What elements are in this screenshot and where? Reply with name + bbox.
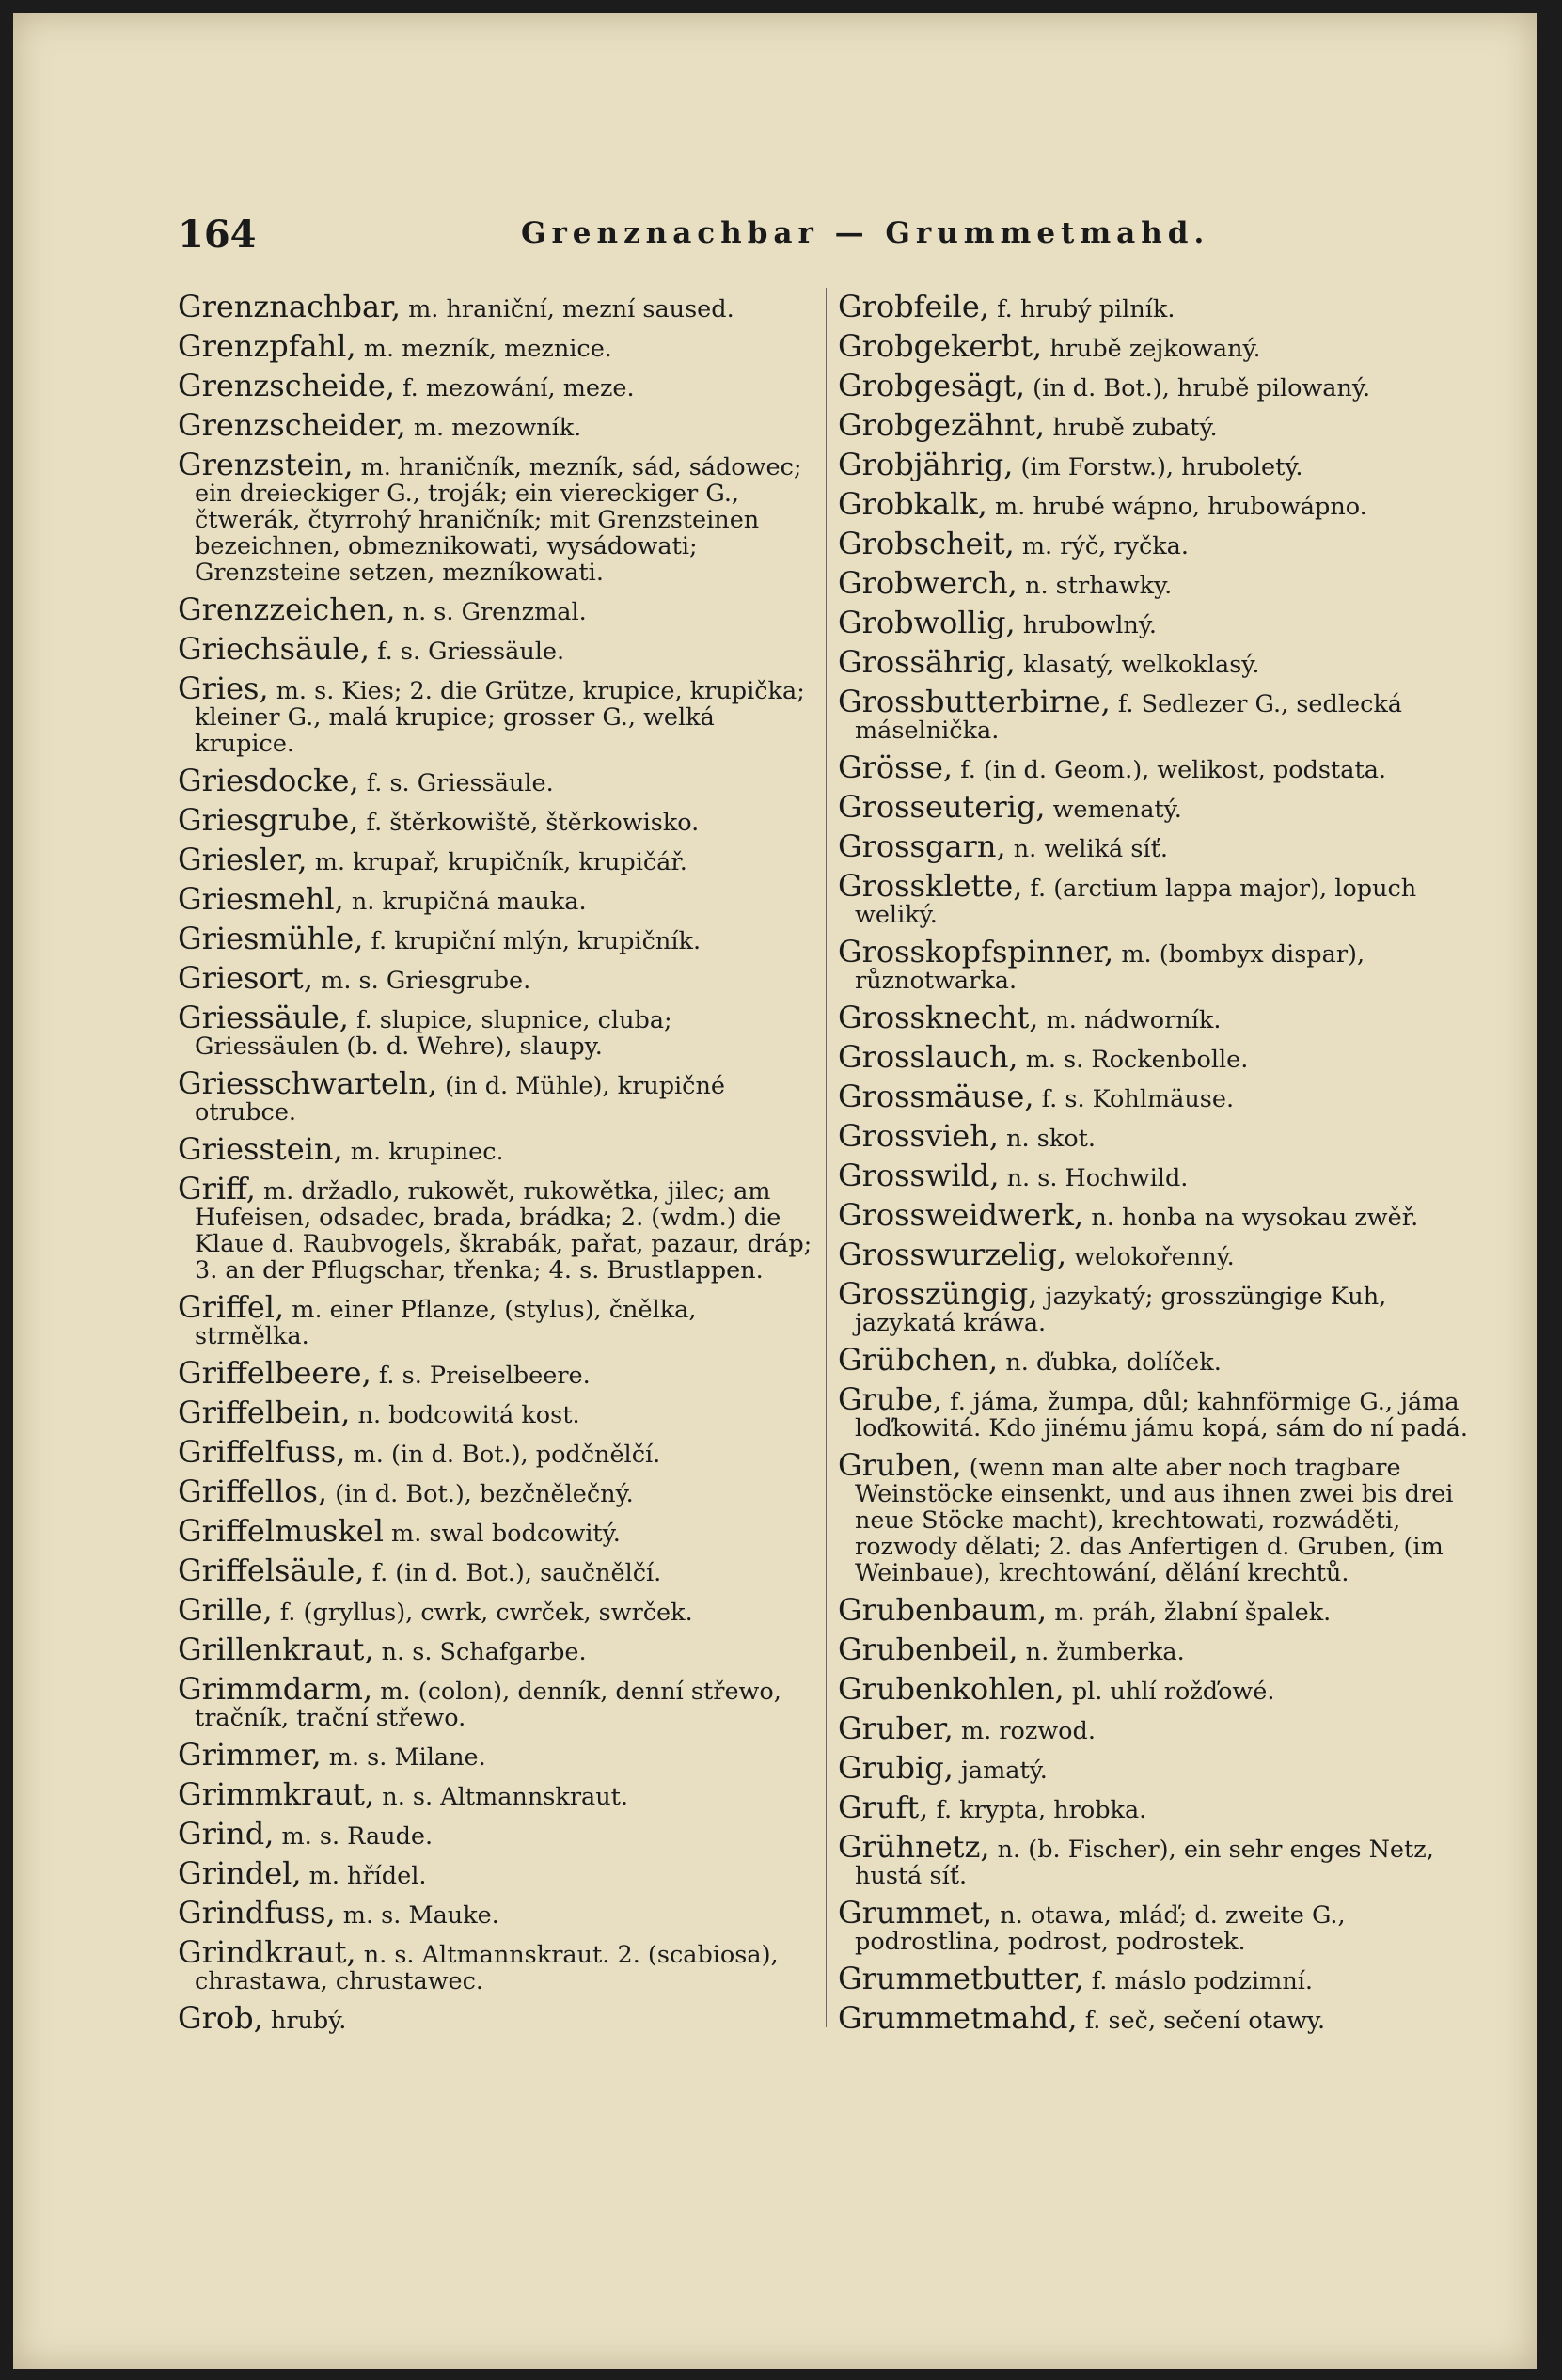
entry-definition: m. nádworník. (1046, 1006, 1222, 1034)
dictionary-entry (178, 2002, 817, 2034)
dictionary-entry (178, 922, 817, 954)
entry-headword: Grenznachbar, (178, 289, 401, 324)
entry-definition: n. s. Schafgarbe. (381, 1638, 587, 1666)
entry-definition: n. ďubka, dolíček. (1005, 1348, 1222, 1377)
dictionary-entry (178, 370, 817, 402)
entry-definition: (in d. Bot.), bezčnělečný. (335, 1480, 634, 1508)
dictionary-entry (838, 1001, 1477, 1033)
entry-definition: (im Forstw.), hruboletý. (1020, 453, 1303, 481)
entry-definition: f. (in d. Geom.), welikost, podstata. (960, 756, 1387, 784)
dictionary-entry (838, 1041, 1477, 1073)
entry-definition: hrubě zejkowaný. (1049, 335, 1261, 363)
dictionary-entry (838, 449, 1477, 481)
entry-definition: (wenn man alte aber noch tragbare Weinstöcke einsenkt, und aus ihnen zwei bis drei neue Stöcke macht), krechtowati, rozwáděti, rozwody dělati; 2. das Anfertigen d. Gruben, (im Weinbaue), krechtowání, dělání krechtů. (855, 1454, 1454, 1587)
dictionary-entry (178, 1173, 817, 1284)
entry-definition: n. bodcowitá kost. (357, 1401, 580, 1429)
dictionary-entry (178, 1357, 817, 1389)
dictionary-entry (178, 804, 817, 836)
dictionary-entry (178, 1594, 817, 1626)
entry-headword: Grosszüngig, (838, 1276, 1038, 1312)
entry-definition: f. jáma, žumpa, důl; kahnförmige G., jáma loďkowitá. Kdo jinému jámu kopá, sám do ní padá. (855, 1388, 1468, 1442)
dictionary-entry (178, 1554, 817, 1586)
entry-headword: Griesler, (178, 842, 308, 877)
entry-definition: m. s. Mauke. (342, 1901, 499, 1930)
dictionary-entry (838, 1752, 1477, 1784)
dictionary-entry (178, 1436, 817, 1468)
dictionary-entry (178, 1818, 817, 1850)
entry-headword: Gries, (178, 670, 269, 706)
dictionary-entry (178, 593, 817, 625)
dictionary-entry (178, 449, 817, 586)
dictionary-entry (178, 883, 817, 915)
entry-headword: Grenzscheider, (178, 407, 406, 443)
entry-headword: Grobgezähnt, (838, 407, 1046, 443)
entry-definition: f. (in d. Bot.), saučnělčí. (371, 1559, 662, 1587)
dictionary-entry (838, 646, 1477, 678)
entry-headword: Griffelmuskel (178, 1513, 384, 1549)
entry-definition: welokořenný. (1074, 1243, 1235, 1271)
entry-headword: Grosslauch, (838, 1039, 1018, 1075)
dictionary-entry (838, 1831, 1477, 1889)
entry-headword: Grillenkraut, (178, 1631, 374, 1667)
dictionary-entry (838, 1791, 1477, 1823)
entry-definition: m. swal bodcowitý. (391, 1520, 621, 1548)
entry-headword: Grobwollig, (838, 605, 1016, 640)
entry-definition: n. weliká síť. (1013, 835, 1168, 863)
entry-headword: Grossvieh, (838, 1118, 999, 1154)
dictionary-entry (838, 830, 1477, 862)
entry-headword: Griffel, (178, 1289, 285, 1325)
entry-definition: f. slupice, slupnice, cluba; Griessäulen (b. d. Wehre), slaupy. (195, 1006, 672, 1061)
entry-definition: m. (colon), denník, denní střewo, tračník, trační střewo. (195, 1678, 781, 1732)
dictionary-entry (178, 1396, 817, 1428)
dictionary-entry (838, 1897, 1477, 1955)
entry-headword: Gruber, (838, 1710, 954, 1746)
dictionary-entry (838, 1238, 1477, 1270)
entry-definition: n. (b. Fischer), ein sehr enges Netz, hustá síť. (855, 1836, 1434, 1890)
dictionary-entry (838, 1449, 1477, 1586)
entry-definition: m. s. Griesgrube. (321, 967, 531, 995)
entry-headword: Grobgekerbt, (838, 328, 1043, 364)
entry-definition: m. hřídel. (308, 1862, 427, 1890)
entry-definition: f. s. Preiselbeere. (378, 1362, 591, 1390)
running-title: Grenznachbar — Grummetmahd. (521, 216, 1210, 250)
entry-headword: Griff, (178, 1171, 256, 1206)
dictionary-entry (838, 1594, 1477, 1626)
entry-definition: (in d. Bot.), hrubě pilowaný. (1033, 374, 1371, 402)
entry-definition: m. s. Milane. (328, 1743, 486, 1772)
entry-definition: f. s. Kohlmäuse. (1041, 1085, 1235, 1113)
entry-definition: n. s. Hochwild. (1006, 1164, 1189, 1192)
entry-headword: Griesstein, (178, 1131, 343, 1167)
entry-headword: Grobwerch, (838, 565, 1018, 601)
dictionary-entry (838, 409, 1477, 441)
entry-headword: Grummetbutter, (838, 1961, 1084, 1996)
entry-definition: n. žumberka. (1025, 1638, 1185, 1666)
entry-definition: m. (in d. Bot.), podčnělčí. (353, 1441, 661, 1469)
entry-definition: hrubý. (270, 2007, 347, 2035)
dictionary-entry (838, 291, 1477, 323)
entry-headword: Grenzstein, (178, 447, 354, 482)
entry-definition: m. mezowník. (413, 414, 582, 442)
entry-headword: Grind, (178, 1816, 275, 1852)
entry-headword: Griesmehl, (178, 881, 344, 917)
entry-definition: m. hraničník, mezník, sád, sádowec; ein dreieckiger G., troják; ein viereckiger G., čtwerák, čtyrrohý hraničník; mit Grenzsteinen bezeichnen, obmeznikowati, wysádowati; Grenzsteine setzen, mezníkowati. (195, 453, 802, 587)
page-number: 164 (178, 213, 257, 257)
entry-headword: Grubenbaum, (838, 1592, 1048, 1628)
entry-headword: Grossknecht, (838, 1000, 1039, 1035)
entry-definition: f. štěrkowiště, štěrkowisko. (366, 809, 700, 837)
entry-definition: f. (gryllus), cwrk, cwrček, swrček. (279, 1599, 693, 1627)
entry-headword: Griffellos, (178, 1474, 328, 1509)
entry-headword: Grobjährig, (838, 447, 1014, 482)
entry-definition: hrubowlný. (1022, 611, 1157, 639)
entry-headword: Grossährig, (838, 644, 1016, 680)
entry-headword: Grenzscheide, (178, 368, 395, 403)
entry-headword: Gruft, (838, 1789, 929, 1825)
entry-headword: Griesort, (178, 960, 314, 996)
entry-headword: Griffelsäule, (178, 1553, 365, 1588)
entry-definition: m. s. Raude. (281, 1822, 434, 1851)
entry-headword: Grosseuterig, (838, 789, 1046, 825)
entry-definition: f. mezowání, meze. (402, 374, 635, 402)
dictionary-entry (178, 672, 817, 757)
entry-headword: Griffelbein, (178, 1395, 351, 1430)
entry-headword: Grossmäuse, (838, 1079, 1034, 1114)
entry-definition: n. otawa, mláď; d. zweite G., podrostlina, podrost, podrostek. (855, 1901, 1346, 1956)
dictionary-entry (838, 1673, 1477, 1705)
entry-headword: Grossgarn, (838, 828, 1006, 864)
entry-definition: n. strhawky. (1025, 572, 1173, 600)
dictionary-entry (838, 1712, 1477, 1744)
dictionary-entry (178, 1739, 817, 1771)
entry-definition: m. einer Pflanze, (stylus), čnělka, strmělka. (195, 1296, 697, 1350)
right-column (838, 291, 1477, 2041)
dictionary-entry (838, 1278, 1477, 1336)
dictionary-entry (838, 2002, 1477, 2034)
dictionary-entry (838, 870, 1477, 928)
dictionary-entry (178, 1001, 817, 1060)
entry-definition: f. seč, sečení otawy. (1084, 2007, 1326, 2035)
entry-headword: Grube, (838, 1381, 943, 1417)
entry-definition: f. krypta, hrobka. (936, 1796, 1147, 1824)
entry-definition: klasatý, welkoklasý. (1022, 651, 1260, 679)
entry-definition: n. s. Altmannskraut. 2. (scabiosa), chrastawa, chrustawec. (195, 1941, 779, 1995)
entry-headword: Grühnetz, (838, 1829, 990, 1865)
entry-headword: Grossbutterbirne, (838, 684, 1111, 719)
entry-headword: Grimmkraut, (178, 1776, 375, 1812)
entry-headword: Grosswurzelig, (838, 1237, 1067, 1272)
dictionary-entry (838, 936, 1477, 994)
dictionary-entry (178, 330, 817, 362)
dictionary-entry (178, 1291, 817, 1349)
entry-headword: Grummetmahd, (838, 2000, 1078, 2036)
dictionary-page (13, 13, 1537, 2369)
dictionary-entry (178, 1475, 817, 1507)
entry-headword: Griessäule, (178, 1000, 349, 1035)
entry-headword: Grummet, (838, 1895, 993, 1931)
dictionary-entry (178, 1067, 817, 1126)
entry-definition: m. držadlo, rukowět, rukowětka, jilec; am Hufeisen, odsadec, brada, brádka; 2. (wdm.) die Klaue d. Raubvogels, škrabák, pařat, pazaur, dráp; 3. an der Pflugschar, třenka; 4. s. Brustlappen. (195, 1177, 813, 1285)
dictionary-entry (178, 1515, 817, 1547)
entry-headword: Griffelbeere, (178, 1355, 371, 1391)
entry-headword: Griesdocke, (178, 763, 359, 798)
dictionary-entry (838, 791, 1477, 823)
entry-definition: f. s. Griessäule. (366, 769, 554, 797)
entry-definition: m. (bombyx dispar), různotwarka. (855, 940, 1365, 995)
dictionary-entry (838, 1962, 1477, 1994)
entry-headword: Grubenkohlen, (838, 1671, 1065, 1707)
entry-headword: Grubenbeil, (838, 1631, 1018, 1667)
entry-headword: Grösse, (838, 749, 954, 785)
entry-definition: m. s. Rockenbolle. (1025, 1046, 1249, 1074)
entry-definition: n. s. Grenzmal. (402, 598, 587, 626)
dictionary-entry (178, 291, 817, 323)
entry-headword: Grindel, (178, 1855, 302, 1891)
entry-definition: n. krupičná mauka. (351, 888, 587, 916)
entry-headword: Grobscheit, (838, 526, 1015, 561)
entry-definition: n. skot. (1006, 1125, 1096, 1153)
entry-headword: Grenzpfahl, (178, 328, 356, 364)
entry-headword: Griesmühle, (178, 921, 364, 956)
entry-headword: Grimmdarm, (178, 1671, 373, 1707)
entry-headword: Grille, (178, 1592, 273, 1628)
dictionary-entry (178, 1133, 817, 1165)
dictionary-entry (838, 686, 1477, 744)
entry-definition: m. krupař, krupičník, krupičář. (314, 848, 687, 876)
entry-definition: n. s. Altmannskraut. (382, 1783, 628, 1811)
entry-definition: m. hraniční, mezní saused. (408, 295, 734, 323)
entry-definition: (in d. Mühle), krupičné otrubce. (195, 1072, 725, 1127)
entry-definition: f. máslo podzimní. (1091, 1967, 1314, 1995)
column-divider (826, 288, 827, 2027)
entry-definition: m. práh, žlabní špalek. (1054, 1599, 1332, 1627)
left-column (178, 291, 817, 2041)
dictionary-entry (838, 370, 1477, 402)
dictionary-entry (178, 409, 817, 441)
dictionary-entry (178, 633, 817, 665)
page-header (178, 213, 1494, 260)
dictionary-entry (178, 1633, 817, 1665)
entry-headword: Gruben, (838, 1447, 962, 1483)
entry-definition: m. rýč, ryčka. (1021, 532, 1189, 560)
entry-definition: m. mezník, meznice. (363, 335, 612, 363)
entry-headword: Grosskopfspinner, (838, 934, 1114, 969)
entry-definition: m. rozwod. (960, 1717, 1096, 1745)
entry-definition: m. krupinec. (350, 1138, 504, 1166)
dictionary-entry (838, 1344, 1477, 1376)
entry-headword: Grobgesägt, (838, 368, 1026, 403)
dictionary-entry (178, 1857, 817, 1889)
dictionary-entry (178, 843, 817, 875)
dictionary-entry (838, 488, 1477, 520)
entry-headword: Griesgrube, (178, 802, 359, 838)
entry-headword: Grenzzeichen, (178, 591, 396, 627)
entry-definition: jamatý. (960, 1757, 1048, 1785)
entry-headword: Grimmer, (178, 1737, 322, 1773)
dictionary-entry (838, 528, 1477, 560)
dictionary-entry (178, 1897, 817, 1929)
dictionary-entry (178, 1673, 817, 1731)
entry-definition: wemenatý. (1052, 796, 1182, 824)
dictionary-entry (838, 607, 1477, 638)
dictionary-entry (838, 330, 1477, 362)
entry-headword: Griesschwarteln, (178, 1065, 437, 1101)
entry-headword: Grindfuss, (178, 1895, 336, 1931)
dictionary-entry (178, 1936, 817, 1994)
entry-headword: Grindkraut, (178, 1934, 356, 1970)
entry-headword: Griechsäule, (178, 631, 371, 667)
entry-definition: m. hrubé wápno, hrubowápno. (994, 493, 1367, 521)
entry-definition: f. Sedlezer G., sedlecká máselnička. (855, 690, 1403, 745)
entry-definition: jazykatý; grosszüngige Kuh, jazykatá kráwa. (855, 1283, 1387, 1337)
dictionary-entry (838, 567, 1477, 599)
entry-headword: Grosswild, (838, 1158, 1000, 1193)
entry-headword: Grob, (178, 2000, 263, 2036)
dictionary-entry (838, 751, 1477, 783)
dictionary-entry (178, 764, 817, 796)
dictionary-entry (838, 1080, 1477, 1112)
dictionary-entry (838, 1383, 1477, 1442)
entry-definition: f. s. Griessäule. (377, 638, 565, 666)
dictionary-entry (178, 962, 817, 994)
dictionary-entry (838, 1120, 1477, 1152)
dictionary-entry (838, 1199, 1477, 1231)
entry-headword: Griffelfuss, (178, 1434, 346, 1470)
entry-definition: f. hrubý pilník. (997, 295, 1175, 323)
dictionary-entry (838, 1633, 1477, 1665)
entry-headword: Grossweidwerk, (838, 1197, 1084, 1233)
entry-headword: Grubig, (838, 1750, 954, 1786)
dictionary-entry (838, 1159, 1477, 1191)
entry-definition: pl. uhlí rožďowé. (1071, 1678, 1275, 1706)
entry-headword: Grobkalk, (838, 486, 987, 522)
entry-definition: m. s. Kies; 2. die Grütze, krupice, krupička; kleiner G., malá krupice; grosser G., welká krupice. (195, 677, 805, 758)
entry-definition: hrubě zubatý. (1052, 414, 1218, 442)
entry-headword: Grübchen, (838, 1342, 999, 1378)
dictionary-entry (178, 1778, 817, 1810)
entry-definition: n. honba na wysokau zwěř. (1091, 1204, 1419, 1232)
entry-definition: f. krupiční mlýn, krupičník. (371, 927, 702, 955)
entry-headword: Grossklette, (838, 868, 1023, 904)
entry-definition: f. (arctium lappa major), lopuch weliký. (855, 875, 1417, 929)
entry-headword: Grobfeile, (838, 289, 989, 324)
